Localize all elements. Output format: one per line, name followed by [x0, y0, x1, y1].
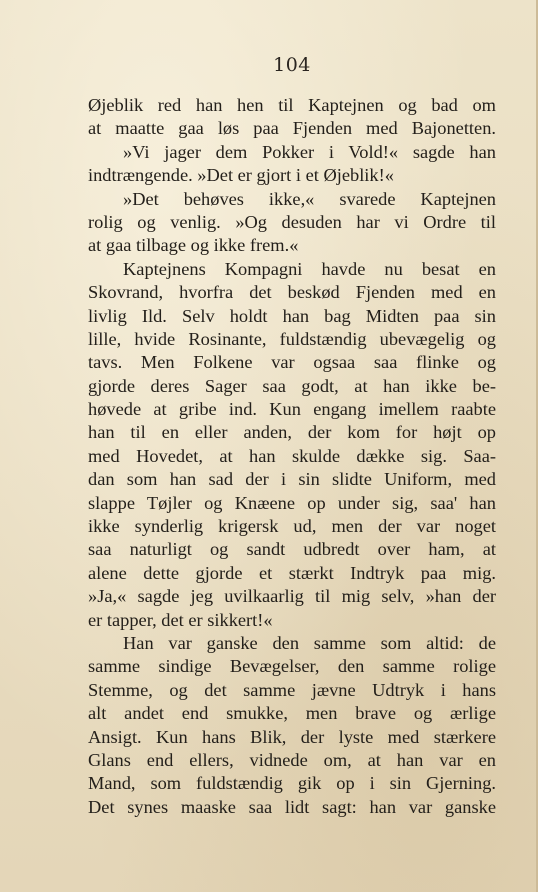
text-line: »Ja,« sagde jeg uvilkaarlig til mig selv, »han der: [88, 586, 496, 607]
text-line: »Det behøves ikke,« svarede Kaptejnen: [123, 188, 496, 209]
text-line: lille, hvide Rosinante, fuldstændig ubevægelig og: [88, 328, 496, 349]
text-line: Ansigt. Kun hans Blik, der lyste med stærkere: [88, 726, 496, 747]
text-line: Kaptejnens Kompagni havde nu besat en: [123, 258, 496, 279]
text-line: Øjeblik red han hen til Kaptejnen og bad om: [88, 95, 496, 115]
text-line: ikke synderlig krigersk ud, men der var noget: [88, 516, 496, 537]
text-line: at gaa tilbage og ikke frem.«: [88, 235, 299, 256]
text-line: indtrængende. »Det er gjort i et Øjeblik!«: [88, 165, 394, 186]
text-line: alt andet end smukke, men brave og ærlige: [88, 703, 496, 724]
text-line: gjorde deres Sager saa godt, at han ikke be-: [88, 375, 496, 396]
text-line: dan som han sad der i sin slidte Uniform, med: [88, 469, 496, 490]
text-line: Han var ganske den samme som altid: de: [123, 632, 496, 653]
page-number: 104: [273, 54, 311, 76]
text-line: Det synes maaske saa lidt sagt: han var ganske: [88, 796, 496, 817]
text-line: med Hovedet, at han skulde dække sig. Saa-: [88, 445, 496, 466]
text-line: Glans end ellers, vidnede om, at han var en: [88, 749, 496, 770]
text-line: »Vi jager dem Pokker i Vold!« sagde han: [123, 141, 496, 162]
text-line: at maatte gaa løs paa Fjenden med Bajonetten.: [88, 118, 496, 139]
text-line: tavs. Men Folkene var ogsaa saa flinke og: [88, 352, 496, 373]
text-line: alene dette gjorde et stærkt Indtryk paa mig.: [88, 562, 496, 583]
text-line: rolig og venlig. »Og desuden har vi Ordre til: [88, 211, 496, 232]
text-line: Mand, som fuldstændig gik op i sin Gjerning.: [88, 773, 496, 794]
text-line: slappe Tøjler og Knæene op under sig, saa' han: [88, 492, 496, 513]
text-line: saa naturligt og sandt udbredt over ham, at: [88, 539, 496, 560]
text-line: Skovrand, hvorfra det beskød Fjenden med en: [88, 282, 496, 303]
text-line: er tapper, det er sikkert!«: [88, 609, 273, 630]
text-line: Stemme, og det samme jævne Udtryk i hans: [88, 679, 496, 700]
text-line: livlig Ild. Selv holdt han bag Midten paa sin: [88, 305, 496, 326]
text-line: samme sindige Bevægelser, den samme rolige: [88, 656, 496, 677]
text-line: høvede at gribe ind. Kun engang imellem raabte: [88, 399, 496, 420]
body-text: [88, 94, 496, 819]
text-line: han til en eller anden, der kom for højt op: [88, 422, 496, 443]
